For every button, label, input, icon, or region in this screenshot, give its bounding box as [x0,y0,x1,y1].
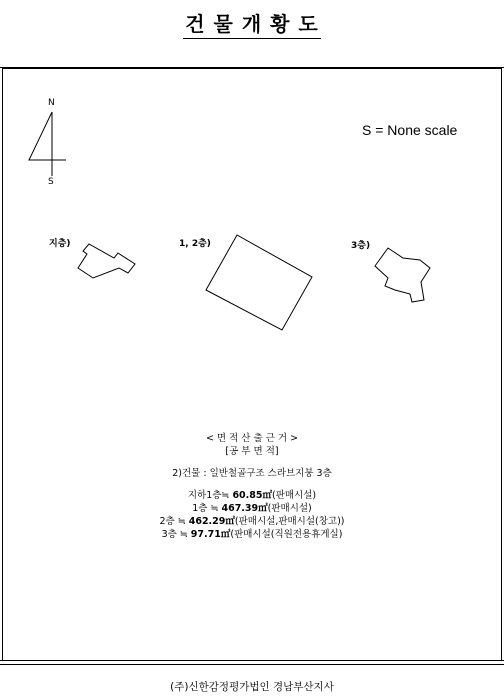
floor-row: 2층 ≒ 462.29㎡(판매시설,판매시설(창고)) [159,516,345,527]
compass-north-label: N [48,98,55,108]
label-floor12: 1, 2층) [179,239,211,249]
north-arrow-icon [29,112,66,176]
label-floor3: 3층) [351,241,371,251]
building-structure: 2)건물 : 일반철골구조 스라브지붕 3층 [172,468,332,479]
floor-row: 3층 ≒ 97.71㎡(판매시설(직원전용휴게실) [161,529,343,540]
area-calculation [0,432,504,541]
basement-footprint [78,244,135,278]
page-title: 건 물 개 황 도 [0,8,504,37]
area-subheading: [공 부 면 적] [225,446,279,457]
floor-row: 1층 ≒ 467.39㎡(판매시설) [192,503,312,514]
area-heading: < 면 적 산 출 근 거 > [205,433,299,444]
floor3-footprint [375,248,430,302]
footer-company: (주)신한감정평가법인 경남부산지사 [170,681,334,693]
floor-row: 지하1층≒ 60.85㎡(판매시설) [187,490,317,501]
floor12-footprint [206,235,312,330]
compass-south-label: S [48,177,54,187]
label-basement: 지층) [49,239,71,249]
scale-note: S = None scale [362,122,458,138]
